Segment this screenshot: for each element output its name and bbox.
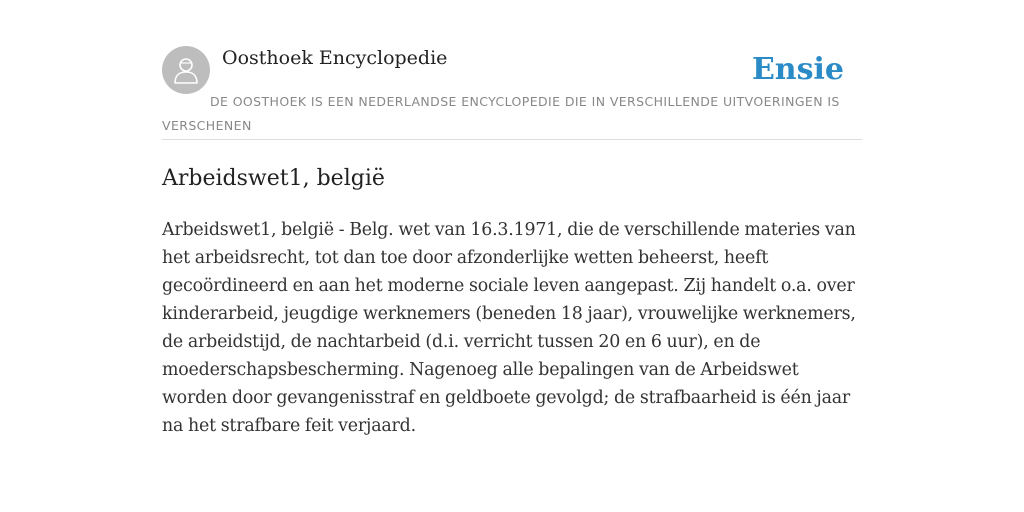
brand-logo[interactable]: Ensie (751, 52, 844, 87)
article-body: Arbeidswet1, belgië - Belg. wet van 16.3.1971, die de verschillende materies van het arbeidsrecht, tot dan toe door afzonderlijke wetten beheerst, heeft gecoördineerd en aan het moderne sociale leven aangepast. Zij handelt o.a. over kinderarbeid, jeugdige werknemers (beneden 18 jaar), vrouwelijke werknemers, de arbeidstijd, de nachtarbeid (d.i. verricht tussen 20 en 6 uur), en de moederschapsbescherming. Nagenoeg alle bepalingen van de Arbeidswet worden door gevangenisstraf en geldboete gevolgd; de strafbaarheid is één jaar na het strafbare feit verjaard. (162, 220, 856, 436)
source-name-link[interactable]: Oosthoek Encyclopedie (222, 47, 448, 69)
article-title: Arbeidswet1, belgië (162, 166, 385, 191)
user-icon (172, 55, 200, 85)
source-header (162, 46, 862, 140)
source-tagline: DE OOSTHOEK IS EEN NEDERLANDSE ENCYCLOPEDIE DIE IN VERSCHILLENDE UITVOERINGEN IS VERSCHENEN (162, 94, 840, 133)
avatar[interactable] (162, 46, 210, 94)
